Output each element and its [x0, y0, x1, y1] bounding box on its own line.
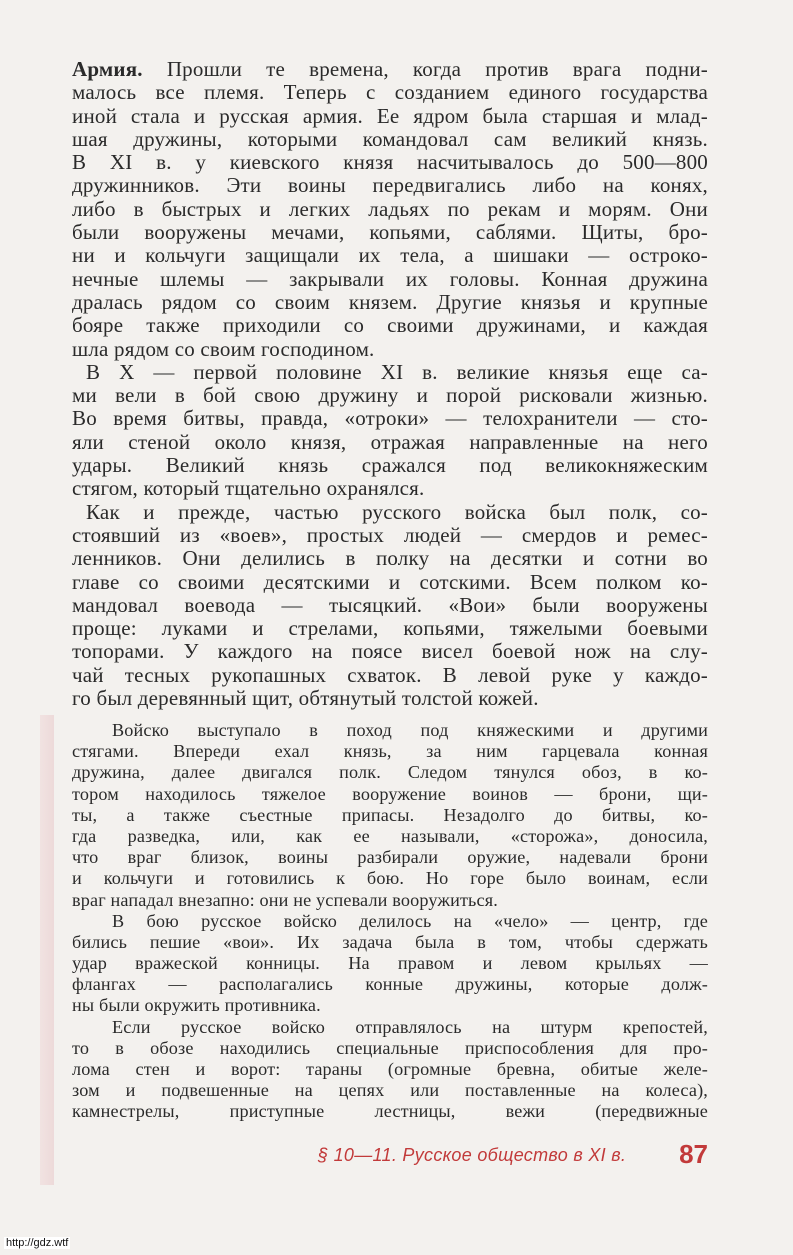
- text-line: дралась рядом со своим князем. Другие князья и крупные: [72, 290, 708, 314]
- section-heading: Армия.: [72, 58, 143, 81]
- text-line: В X — первой половине XI в. великие князья еще са-: [86, 360, 708, 384]
- small-text-line: зом и подвешенные на цепях или поставленные на колеса),: [72, 1080, 708, 1101]
- text-line: дружинников. Эти воины передвигались либо на конях,: [72, 174, 708, 198]
- text-line: Как и прежде, частью русского войска был полк, со-: [86, 500, 708, 524]
- text-line: были вооружены мечами, копьями, саблями. Щиты, бро-: [72, 221, 708, 245]
- text-line: удары. Великий князь сражался под великокняжеским: [72, 454, 708, 478]
- text-line: шая дружины, которыми командовал сам великий князь.: [72, 127, 708, 151]
- small-text-line: тором находилось тяжелое вооружение воинов — брони, щи-: [72, 783, 708, 804]
- small-text-line: стягами. Впереди ехал князь, за ним гарцевала конная: [72, 741, 708, 762]
- text-line: Во время битвы, правда, «отроки» — телохранители — сто-: [72, 407, 708, 431]
- text-line: ленников. Они делились в полку на десятки и сотни во: [72, 547, 708, 571]
- running-header: § 10—11. Русское общество в XI в.: [318, 1145, 627, 1165]
- small-text-line: В бою русское войско делилось на «чело» — центр, где: [112, 910, 708, 931]
- small-print-block: [72, 720, 708, 1123]
- text-line: В XI в. у киевского князя насчитывалось до 500—800: [72, 151, 708, 175]
- main-text-block: [72, 58, 708, 710]
- text-line: бояре также приходили со своими дружинами, и каждая: [72, 314, 708, 338]
- small-text-line: ны были окружить противника.: [72, 995, 321, 1016]
- small-text-line: Войско выступало в поход под княжескими и другими: [112, 720, 708, 740]
- page-footer: [318, 1139, 708, 1171]
- text-line: малось все племя. Теперь с созданием единого государства: [72, 81, 708, 105]
- text-line: нечные шлемы — закрывали их головы. Конная дружина: [72, 267, 708, 291]
- text-line: иной стала и русская армия. Ее ядром была старшая и млад-: [72, 104, 708, 128]
- page-number: 87: [679, 1139, 708, 1169]
- small-text-line: бились пешие «вои». Их задача была в том, чтобы сдержать: [72, 931, 708, 952]
- small-text-line: ты, а также съестные припасы. Незадолго до битвы, ко-: [72, 804, 708, 825]
- text-line: го был деревянный щит, обтянутый толстой кожей.: [72, 687, 539, 711]
- small-text-line: гда разведка, или, как ее называли, «сторожа», доносила,: [72, 825, 708, 846]
- margin-decoration: [40, 715, 54, 1185]
- small-text-line: что враг близок, воины разбирали оружие, надевали брони: [72, 847, 708, 868]
- text-line: проще: луками и стрелами, копьями, тяжелыми боевыми: [72, 617, 708, 641]
- small-text-line: флангах — располагались конные дружины, которые долж-: [72, 974, 708, 995]
- text-line: мандовал воевода — тысяцкий. «Вои» были вооружены: [72, 593, 708, 617]
- text-line: стоявший из «воев», простых людей — смердов и ремес-: [72, 523, 708, 547]
- small-text-line: удар вражеской конницы. На правом и левом крыльях —: [72, 953, 708, 974]
- text-line: яли стеной около князя, отражая направленные на него: [72, 430, 708, 454]
- small-text-line: камнестрелы, приступные лестницы, вежи (передвижные: [72, 1101, 708, 1122]
- text-line: либо в быстрых и легких ладьях по рекам и морям. Они: [72, 197, 708, 221]
- text-line: ми вели в бой свою дружину и порой рисковали жизнью.: [72, 384, 708, 408]
- text-line: шла рядом со своим господином.: [72, 337, 375, 361]
- small-text-line: враг нападал внезапно: они не успевали вооружиться.: [72, 889, 498, 910]
- small-text-line: дружина, далее двигался полк. Следом тянулся обоз, в ко-: [72, 762, 708, 783]
- text-line: ни и кольчуги защищали их тела, а шишаки — остроко-: [72, 244, 708, 268]
- small-text-line: и кольчуги и готовились к бою. Но горе было воинам, если: [72, 868, 708, 889]
- small-text-line: Если русское войско отправлялось на штурм крепостей,: [112, 1016, 708, 1037]
- small-text-line: то в обозе находились специальные приспособления для про-: [72, 1037, 708, 1058]
- text-line: стягом, который тщательно охранялся.: [72, 477, 425, 501]
- small-text-line: лома стен и ворот: тараны (огромные бревна, обитые желе-: [72, 1059, 708, 1079]
- text-line: главе со своими десятскими и сотскими. Всем полком ко-: [72, 570, 708, 594]
- watermark-link[interactable]: http://gdz.wtf: [6, 1237, 69, 1249]
- text-line: Армия. Прошли те времена, когда против врага подни-: [72, 58, 708, 81]
- text-line: топорами. У каждого на поясе висел боевой нож на слу-: [72, 640, 708, 664]
- text-line: чай тесных рукопашных схваток. В левой руке у каждо-: [72, 663, 708, 687]
